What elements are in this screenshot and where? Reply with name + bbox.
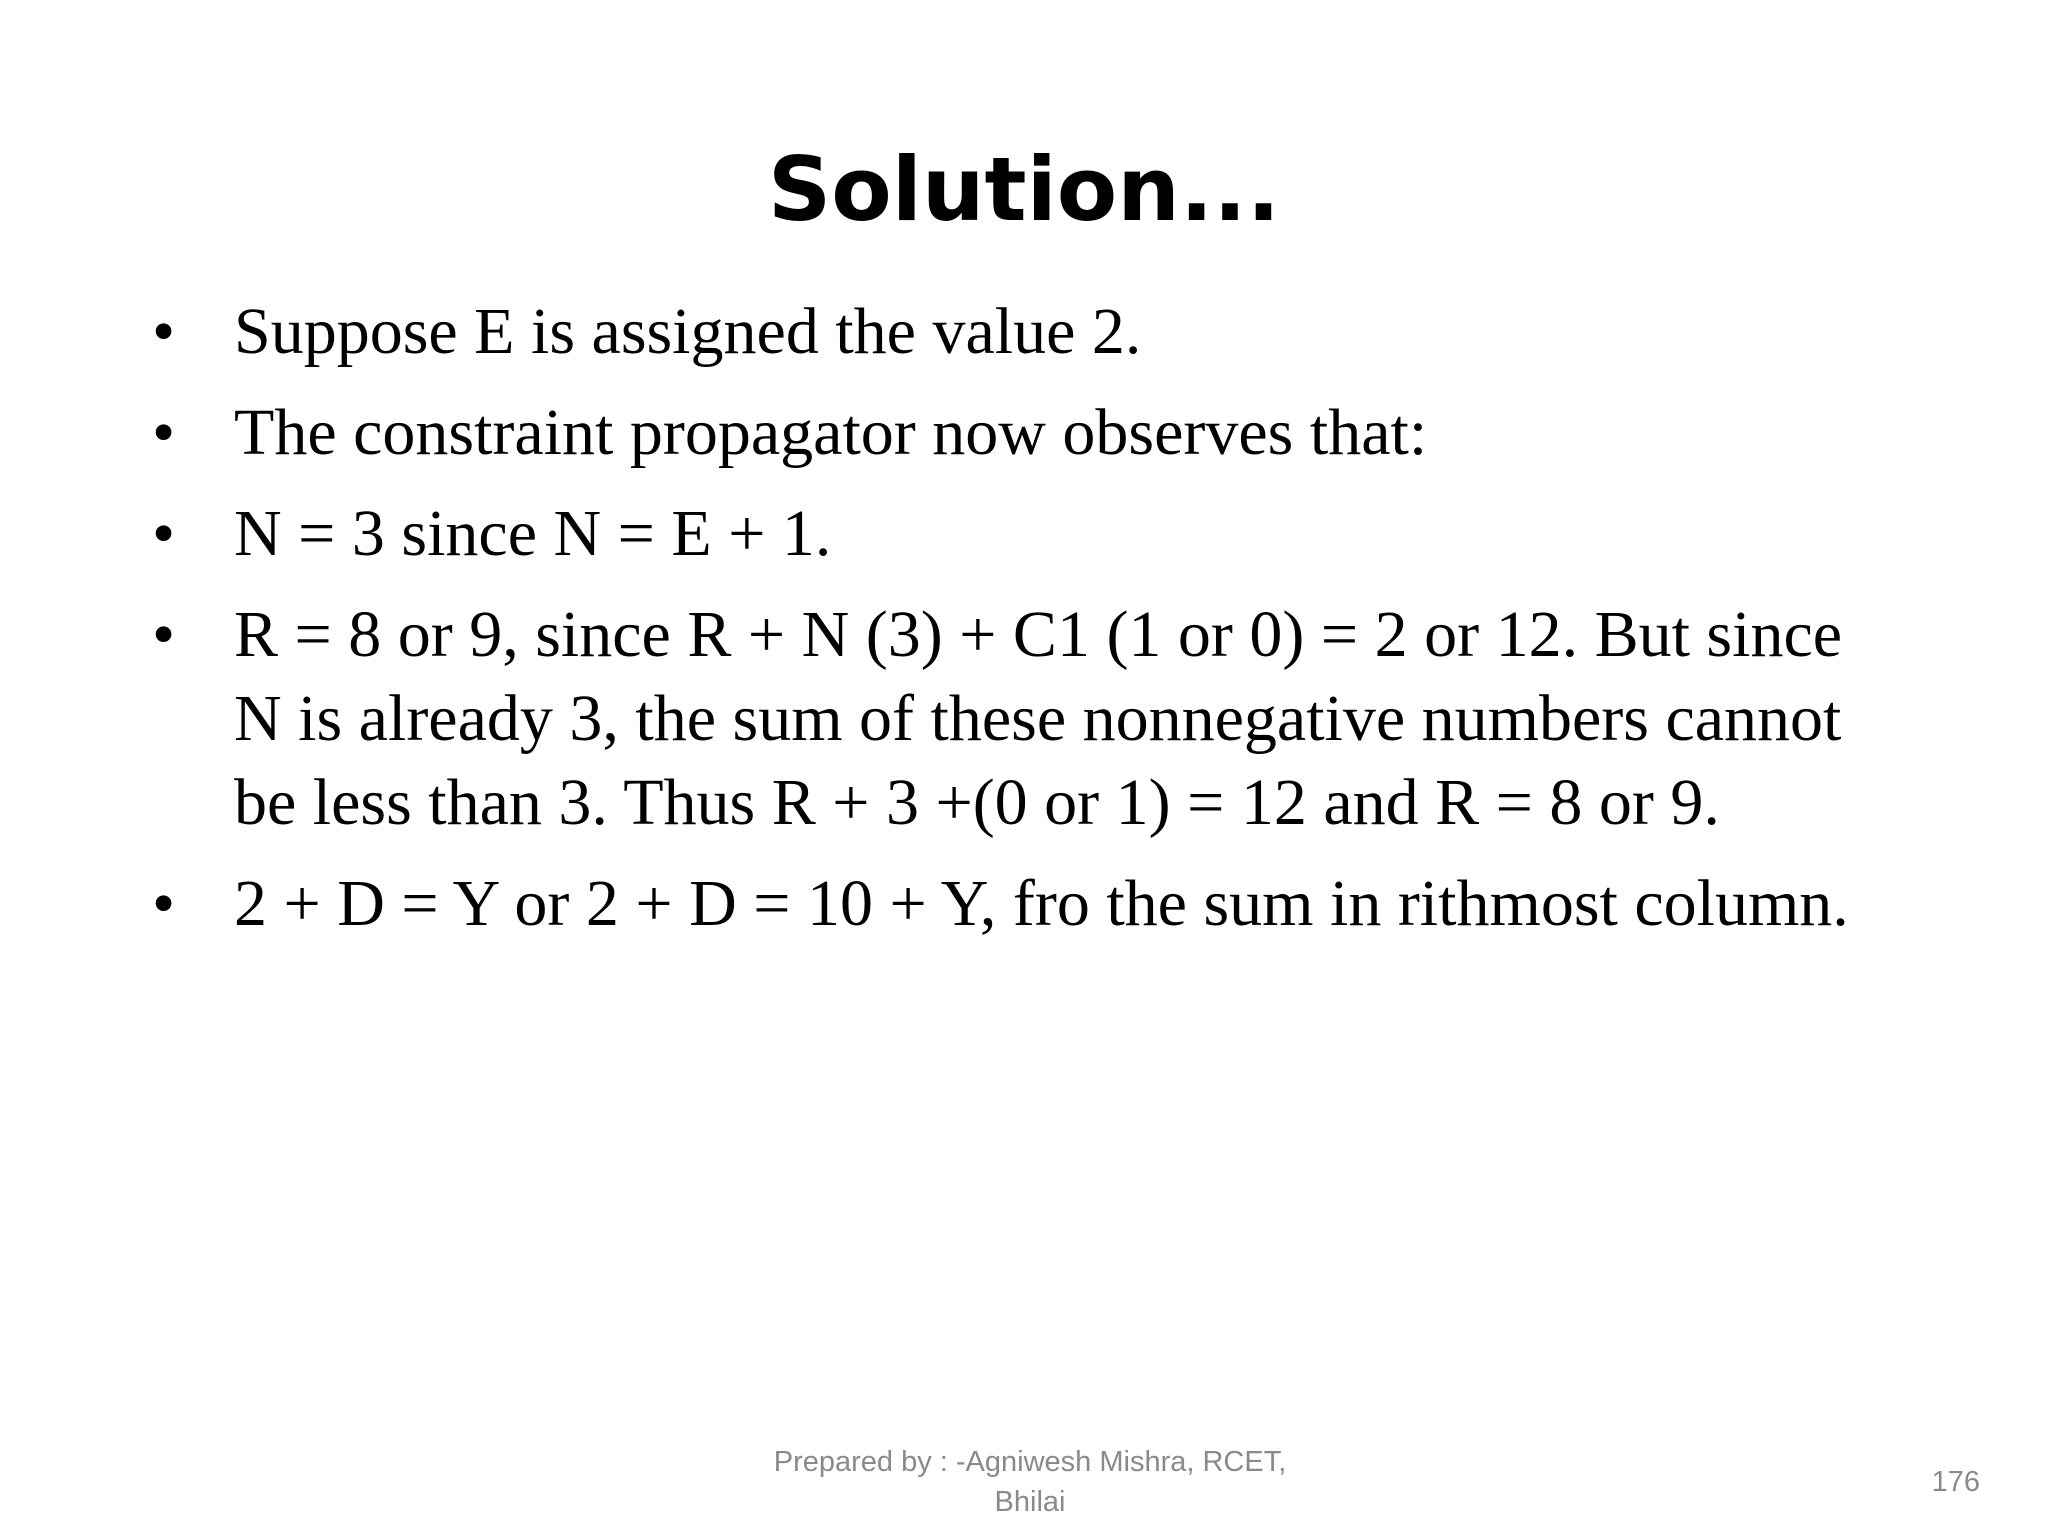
bullet-text: 2 + D = Y or 2 + D = 10 + Y, fro the sum in rithmost column. <box>234 867 1849 940</box>
bullet-item <box>152 492 1852 576</box>
bullet-marker: • <box>152 867 176 940</box>
bullet-marker: • <box>152 295 176 368</box>
bullet-item <box>152 862 1852 946</box>
slide-title: Solution... <box>767 138 1281 241</box>
bullet-item <box>152 391 1852 475</box>
bullet-marker: • <box>152 497 176 570</box>
bullet-list <box>152 290 1852 963</box>
footer-credit <box>730 1442 1330 1522</box>
bullet-text: N = 3 since N = E + 1. <box>234 497 832 570</box>
bullet-marker: • <box>152 396 176 469</box>
bullet-text: R = 8 or 9, since R + N (3) + C1 (1 or 0) = 2 or 12. But since N is already 3, the sum of these nonnegative numbers cannot be less than 3. Thus R + 3 +(0 or 1) = 12 and R = 8 or 9. <box>234 598 1843 839</box>
bullet-text: The constraint propagator now observes that: <box>234 396 1428 469</box>
bullet-marker: • <box>152 598 176 671</box>
bullet-item <box>152 290 1852 374</box>
footer-credit-line-1: Prepared by : -Agniwesh Mishra, RCET, <box>773 1446 1287 1478</box>
bullet-text: Suppose E is assigned the value 2. <box>234 295 1142 368</box>
footer-credit-line-2: Bhilai <box>994 1486 1066 1518</box>
slide-number: 176 <box>1931 1466 1980 1498</box>
bullet-item <box>152 593 1852 845</box>
